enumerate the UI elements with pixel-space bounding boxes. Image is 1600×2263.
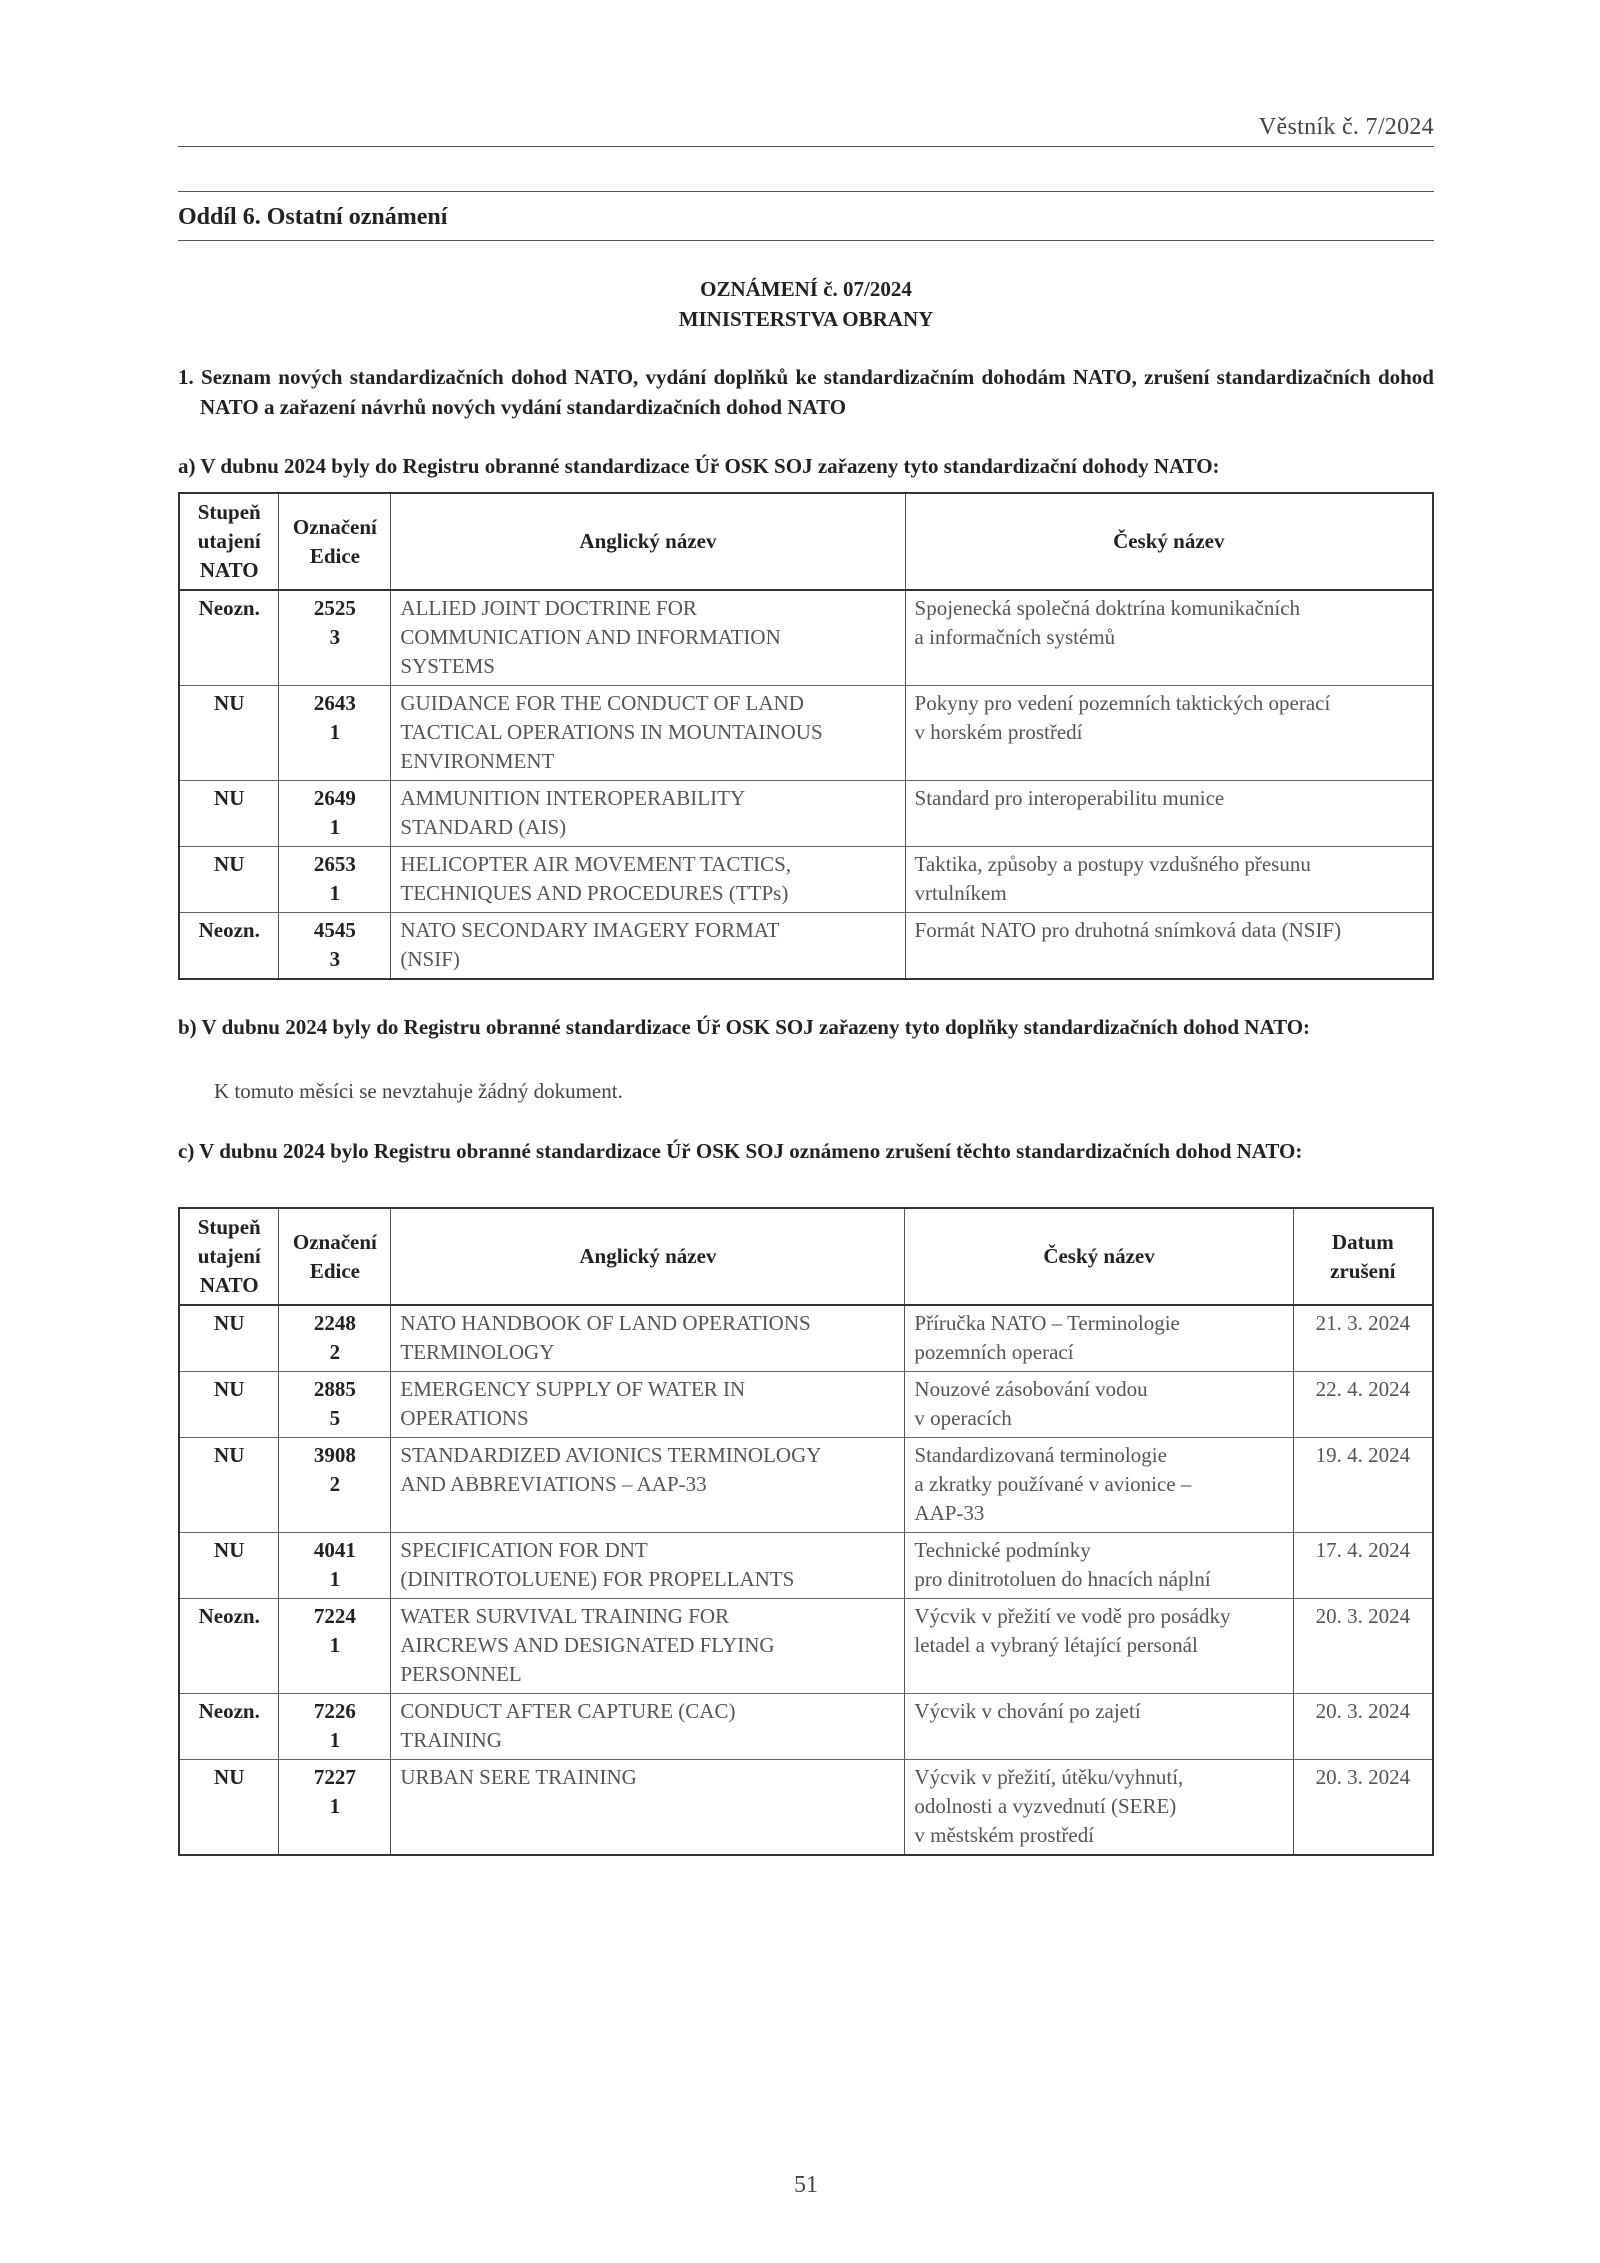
english-title-cell: AMMUNITION INTEROPERABILITY STANDARD (AIS) xyxy=(391,781,905,847)
announcement-ministry: MINISTERSTVA OBRANY xyxy=(678,307,934,331)
czech-title-cell: Spojenecká společná doktrína komunikačních a informačních systémů xyxy=(905,590,1433,686)
running-head: Věstník č. 7/2024 xyxy=(1258,114,1434,140)
classification-cell: NU xyxy=(179,1438,279,1533)
table-row xyxy=(179,1599,1433,1694)
czech-title-cell: Výcvik v přežití ve vodě pro posádky letadel a vybraný létající personál xyxy=(905,1599,1293,1694)
designation-cell: 2649 1 xyxy=(279,781,391,847)
designation-cell: 2248 2 xyxy=(279,1305,391,1372)
designation-cell: 2653 1 xyxy=(279,847,391,913)
table-header-row xyxy=(179,493,1433,590)
designation-cell: 4041 1 xyxy=(279,1533,391,1599)
header-cancel-date: Datum zrušení xyxy=(1293,1208,1433,1305)
czech-title-cell: Výcvik v chování po zajetí xyxy=(905,1694,1293,1760)
designation-cell: 7227 1 xyxy=(279,1760,391,1856)
czech-title-cell: Standardizovaná terminologie a zkratky používané v avionice – AAP-33 xyxy=(905,1438,1293,1533)
classification-cell: NU xyxy=(179,686,279,781)
table-row xyxy=(179,686,1433,781)
header-classification: Stupeň utajení NATO xyxy=(179,1208,279,1305)
header-english-title: Anglický název xyxy=(391,493,905,590)
classification-cell: NU xyxy=(179,1533,279,1599)
announcement-number: OZNÁMENÍ č. 07/2024 xyxy=(700,277,912,301)
table-row xyxy=(179,847,1433,913)
table-header-row xyxy=(179,1208,1433,1305)
classification-cell: NU xyxy=(179,781,279,847)
classification-cell: NU xyxy=(179,1305,279,1372)
section-title: Oddíl 6. Ostatní oznámení xyxy=(178,204,448,230)
section-b-note: K tomuto měsíci se nevztahuje žádný dokument. xyxy=(214,1079,623,1103)
header-designation: Označení Edice xyxy=(279,493,391,590)
table-row xyxy=(179,1438,1433,1533)
english-title-cell: ALLIED JOINT DOCTRINE FOR COMMUNICATION AND INFORMATION SYSTEMS xyxy=(391,590,905,686)
designation-cell: 7226 1 xyxy=(279,1694,391,1760)
english-title-cell: GUIDANCE FOR THE CONDUCT OF LAND TACTICAL OPERATIONS IN MOUNTAINOUS ENVIRONMENT xyxy=(391,686,905,781)
classification-cell: Neozn. xyxy=(179,913,279,980)
table-row xyxy=(179,1533,1433,1599)
table-row xyxy=(179,1372,1433,1438)
english-title-cell: EMERGENCY SUPPLY OF WATER IN OPERATIONS xyxy=(391,1372,905,1438)
cancel-date-cell: 19. 4. 2024 xyxy=(1293,1438,1433,1533)
czech-title-cell: Standard pro interoperabilitu munice xyxy=(905,781,1433,847)
czech-title-cell: Technické podmínky pro dinitrotoluen do hnacích náplní xyxy=(905,1533,1293,1599)
classification-cell: NU xyxy=(179,1372,279,1438)
designation-cell: 2885 5 xyxy=(279,1372,391,1438)
designation-cell: 2643 1 xyxy=(279,686,391,781)
czech-title-cell: Pokyny pro vedení pozemních taktických operací v horském prostředí xyxy=(905,686,1433,781)
table-cancelled-agreements xyxy=(178,1207,1434,1856)
designation-cell: 2525 3 xyxy=(279,590,391,686)
announcement-heading xyxy=(178,274,1434,334)
classification-cell: NU xyxy=(179,1760,279,1856)
cancel-date-cell: 21. 3. 2024 xyxy=(1293,1305,1433,1372)
table-new-agreements xyxy=(178,492,1434,980)
cancel-date-cell: 22. 4. 2024 xyxy=(1293,1372,1433,1438)
table-row xyxy=(179,781,1433,847)
table-row xyxy=(179,913,1433,980)
header-english-title: Anglický název xyxy=(391,1208,905,1305)
english-title-cell: URBAN SERE TRAINING xyxy=(391,1760,905,1856)
czech-title-cell: Nouzové zásobování vodou v operacích xyxy=(905,1372,1293,1438)
cancel-date-cell: 20. 3. 2024 xyxy=(1293,1599,1433,1694)
designation-cell: 4545 3 xyxy=(279,913,391,980)
english-title-cell: STANDARDIZED AVIONICS TERMINOLOGY AND ABBREVIATIONS – AAP-33 xyxy=(391,1438,905,1533)
page-number: 51 xyxy=(794,2172,818,2198)
table-row xyxy=(179,590,1433,686)
english-title-cell: NATO SECONDARY IMAGERY FORMAT (NSIF) xyxy=(391,913,905,980)
section-b-heading: b) V dubnu 2024 byly do Registru obranné standardizace Úř OSK SOJ zařazeny tyto doplňky standardizačních dohod NATO: xyxy=(178,1015,1311,1039)
table-row xyxy=(179,1305,1433,1372)
czech-title-cell: Příručka NATO – Terminologie pozemních operací xyxy=(905,1305,1293,1372)
section-a-heading: a) V dubnu 2024 byly do Registru obranné standardizace Úř OSK SOJ zařazeny tyto standardizační dohody NATO: xyxy=(178,454,1220,478)
english-title-cell: HELICOPTER AIR MOVEMENT TACTICS, TECHNIQUES AND PROCEDURES (TTPs) xyxy=(391,847,905,913)
english-title-cell: WATER SURVIVAL TRAINING FOR AIRCREWS AND DESIGNATED FLYING PERSONNEL xyxy=(391,1599,905,1694)
intro-paragraph: 1. Seznam nových standardizačních dohod NATO, vydání doplňků ke standardizačním dohodám NATO, zrušení standardizačních dohod NATO a zařazení návrhů nových vydání standardizačních dohod NATO xyxy=(178,365,1434,419)
classification-cell: Neozn. xyxy=(179,1694,279,1760)
cancel-date-cell: 17. 4. 2024 xyxy=(1293,1533,1433,1599)
header-rule xyxy=(178,146,1434,147)
english-title-cell: NATO HANDBOOK OF LAND OPERATIONS TERMINOLOGY xyxy=(391,1305,905,1372)
header-czech-title: Český název xyxy=(905,493,1433,590)
section-c-heading: c) V dubnu 2024 bylo Registru obranné standardizace Úř OSK SOJ oznámeno zrušení těchto standardizačních dohod NATO: xyxy=(178,1139,1303,1163)
header-designation: Označení Edice xyxy=(279,1208,391,1305)
section-rule-top xyxy=(178,191,1434,192)
header-classification: Stupeň utajení NATO xyxy=(179,493,279,590)
designation-cell: 7224 1 xyxy=(279,1599,391,1694)
section-rule-bottom xyxy=(178,240,1434,241)
table-row xyxy=(179,1760,1433,1856)
cancel-date-cell: 20. 3. 2024 xyxy=(1293,1694,1433,1760)
classification-cell: Neozn. xyxy=(179,1599,279,1694)
english-title-cell: SPECIFICATION FOR DNT (DINITROTOLUENE) FOR PROPELLANTS xyxy=(391,1533,905,1599)
table-row xyxy=(179,1694,1433,1760)
english-title-cell: CONDUCT AFTER CAPTURE (CAC) TRAINING xyxy=(391,1694,905,1760)
cancel-date-cell: 20. 3. 2024 xyxy=(1293,1760,1433,1856)
classification-cell: Neozn. xyxy=(179,590,279,686)
designation-cell: 3908 2 xyxy=(279,1438,391,1533)
czech-title-cell: Výcvik v přežití, útěku/vyhnutí, odolnosti a vyzvednutí (SERE) v městském prostředí xyxy=(905,1760,1293,1856)
czech-title-cell: Taktika, způsoby a postupy vzdušného přesunu vrtulníkem xyxy=(905,847,1433,913)
header-czech-title: Český název xyxy=(905,1208,1293,1305)
classification-cell: NU xyxy=(179,847,279,913)
czech-title-cell: Formát NATO pro druhotná snímková data (NSIF) xyxy=(905,913,1433,980)
